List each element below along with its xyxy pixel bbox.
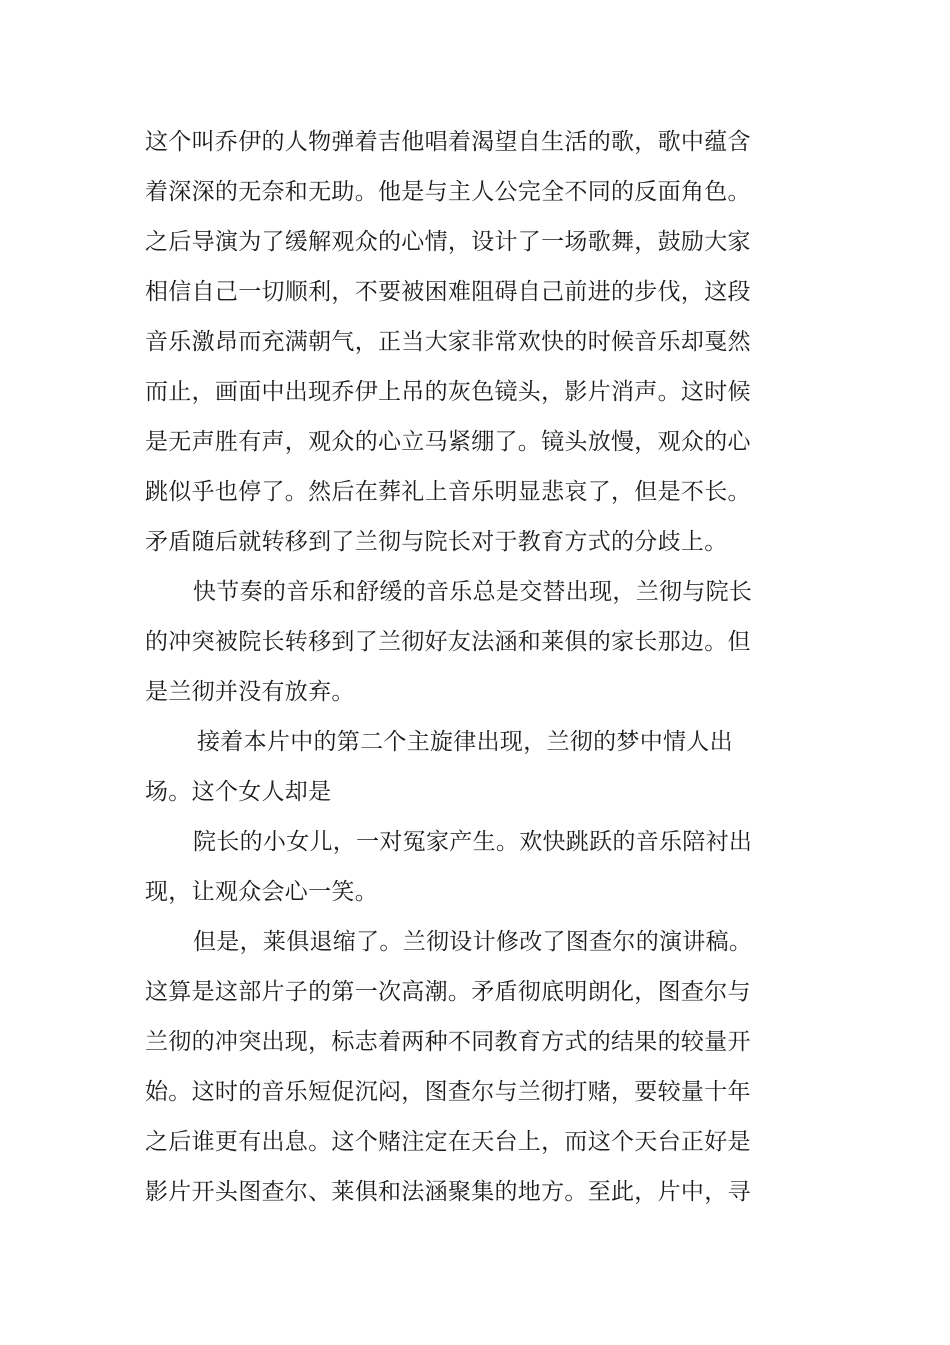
paragraph-start-line: 但是，莱俱退缩了。兰彻设计修改了图查尔的演讲稿。	[193, 929, 753, 955]
text-line: 而止，画面中出现乔伊上吊的灰色镜头，影片消声。这时候	[145, 379, 751, 405]
text-line: 现，让观众会心一笑。	[145, 879, 378, 905]
text-line: 这个叫乔伊的人物弹着吉他唱着渴望自生活的歌，歌中蕴含	[145, 129, 751, 155]
text-line: 是无声胜有声，观众的心立马紧绷了。镜头放慢，观众的心	[145, 429, 751, 455]
paragraph-start-line: 接着本片中的第二个主旋律出现，兰彻的梦中情人出	[197, 729, 733, 755]
text-line: 之后谁更有出息。这个赌注定在天台上，而这个天台正好是	[145, 1129, 751, 1155]
text-line: 音乐激昂而充满朝气，正当大家非常欢快的时候音乐却戛然	[145, 329, 751, 355]
text-line: 是兰彻并没有放弃。	[145, 679, 355, 705]
text-line: 始。这时的音乐短促沉闷，图查尔与兰彻打赌，要较量十年	[145, 1079, 751, 1105]
text-line: 这算是这部片子的第一次高潮。矛盾彻底明朗化，图查尔与	[145, 979, 751, 1005]
text-line: 的冲突被院长转移到了兰彻好友法涵和莱俱的家长那边。但	[145, 629, 751, 655]
paragraph-start-line: 快节奏的音乐和舒缓的音乐总是交替出现，兰彻与院长	[193, 579, 753, 605]
text-line: 场。这个女人却是	[145, 779, 332, 805]
text-line: 影片开头图查尔、莱俱和法涵聚集的地方。至此，片中，寻	[145, 1179, 751, 1205]
paragraph-start-line: 院长的小女儿，一对冤家产生。欢快跳跃的音乐陪衬出	[193, 829, 753, 855]
text-line: 矛盾随后就转移到了兰彻与院长对于教育方式的分歧上。	[145, 529, 728, 555]
text-line: 跳似乎也停了。然后在葬礼上音乐明显悲哀了，但是不长。	[145, 479, 751, 505]
text-line: 之后导演为了缓解观众的心情，设计了一场歌舞，鼓励大家	[145, 229, 751, 255]
body-text	[145, 117, 755, 1217]
text-line: 着深深的无奈和无助。他是与主人公完全不同的反面角色。	[145, 179, 751, 205]
text-line: 相信自己一切顺利，不要被困难阻碍自己前进的步伐，这段	[145, 279, 751, 305]
text-line: 兰彻的冲突出现，标志着两种不同教育方式的结果的较量开	[145, 1029, 751, 1055]
